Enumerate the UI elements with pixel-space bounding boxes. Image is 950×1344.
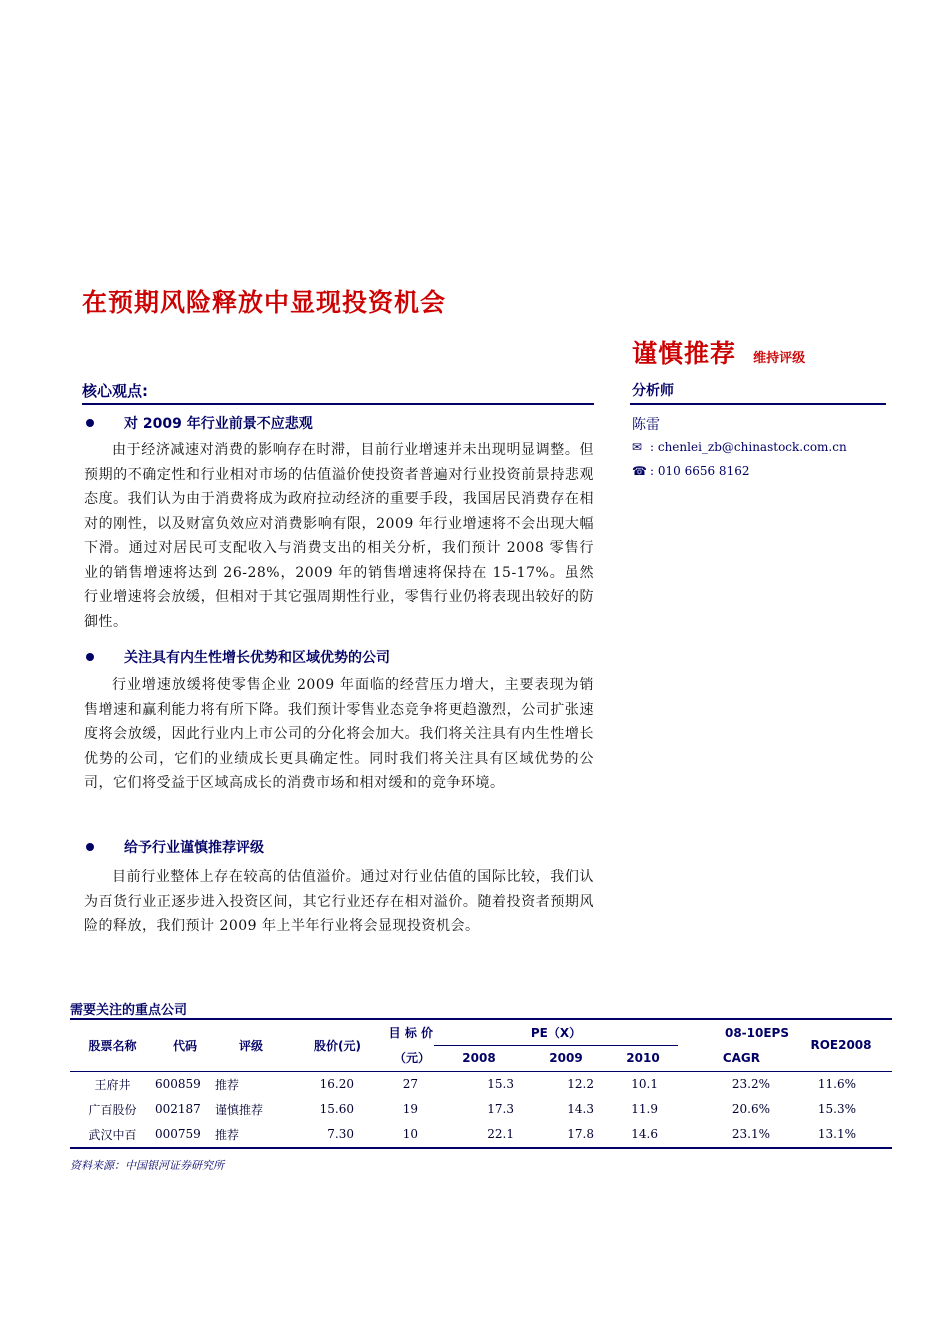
report-title: 在预期风险释放中显现投资机会	[82, 288, 447, 317]
analyst-phone-row	[632, 464, 749, 478]
cell-pe2008: 17.3	[487, 1102, 514, 1116]
left-divider	[82, 403, 594, 405]
col-target-top: 目 标 价	[362, 1019, 434, 1045]
table-title: 需要关注的重点公司	[70, 1003, 188, 1018]
rating-sub: 维持评级	[753, 351, 806, 366]
cell-rating: 推荐	[215, 1077, 240, 1092]
cell-pe2010: 14.6	[631, 1127, 658, 1141]
cell-name: 武汉中百	[88, 1127, 137, 1142]
col-rating: 评级	[215, 1019, 287, 1071]
cell-roe: 13.1%	[817, 1127, 856, 1141]
colon-label: :	[650, 440, 658, 454]
cell-name: 王府井	[94, 1077, 131, 1092]
col-code: 代码	[155, 1019, 215, 1071]
bullet-dot-icon	[86, 419, 94, 427]
rating-main: 谨慎推荐	[632, 339, 737, 368]
cell-name: 广百股份	[88, 1102, 137, 1117]
source-note: 资料来源：中国银河证券研究所	[70, 1159, 224, 1172]
bullet-3	[86, 837, 594, 857]
paragraph-2: 行业增速放缓将使零售企业 2009 年面临的经营压力增大，主要表现为销售增速和赢利能力将有所下降。我们预计零售业态竞争将更趋激烈，公司扩张速度将会放缓，因此行业内上市公司的分化将会加大。我们将关注具有内生性增长优势的公司，它们的业绩成长更具确定性。同时我们将关注具有区域优势的公司，它们将受益于区域高成长的消费市场和相对缓和的竞争环境。	[84, 677, 594, 791]
analyst-name: 陈雷	[632, 417, 660, 433]
col-eps-top: 08-10EPS	[678, 1019, 790, 1045]
table-row	[70, 1071, 892, 1097]
cell-rating: 谨慎推荐	[215, 1102, 264, 1117]
cell-price: 15.60	[319, 1102, 354, 1116]
col-pe-2008: 2008	[434, 1045, 524, 1071]
cell-cagr: 20.6%	[731, 1102, 770, 1116]
col-pe-2010: 2010	[608, 1045, 678, 1071]
right-divider	[630, 403, 886, 405]
bullet-2-label: 关注具有内生性增长优势和区域优势的公司	[124, 650, 390, 666]
phone-icon: ☎	[632, 464, 647, 478]
col-name: 股票名称	[70, 1019, 155, 1071]
cell-pe2010: 10.1	[631, 1077, 658, 1091]
envelope-icon: ✉	[632, 440, 643, 454]
cell-code: 600859	[155, 1077, 201, 1091]
core-heading: 核心观点:	[82, 382, 148, 400]
cell-cagr: 23.1%	[731, 1127, 770, 1141]
col-roe: ROE2008	[790, 1019, 892, 1071]
cell-rating: 推荐	[215, 1127, 240, 1142]
cell-code: 002187	[155, 1102, 201, 1116]
analyst-email[interactable]: chenlei_zb@chinastock.com.cn	[657, 440, 847, 454]
bullet-1	[86, 413, 594, 433]
bullet-dot-icon	[86, 653, 94, 661]
colon-label: :	[650, 464, 658, 478]
cell-roe: 15.3%	[817, 1102, 856, 1116]
cell-pe2009: 12.2	[567, 1077, 594, 1091]
col-target-bottom: （元）	[362, 1045, 434, 1071]
cell-target: 10	[402, 1127, 418, 1141]
paragraph-1: 由于经济减速对消费的影响存在时滞，目前行业增速并未出现明显调整。但预期的不确定性和行业相对市场的估值溢价使投资者普遍对行业投资前景持悲观态度。我们认为由于消费将成为政府拉动经济的重要手段，我国居民消费存在相对的刚性，以及财富负效应对消费影响有限，2009 年行业增速将不会出现大幅下滑。通过对居民可支配收入与消费支出的相关分析，我们预计 2008 零售行业的销售增速将达到 26-28%，2009 年的销售增速将保持在 15-17%。虽然行业增速将会放缓，但相对于其它强周期性行业，零售行业仍将表现出较好的防御性。	[84, 442, 594, 630]
cell-cagr: 23.2%	[731, 1077, 770, 1091]
col-eps-bottom: CAGR	[678, 1045, 790, 1071]
bullet-2	[86, 647, 594, 667]
col-pe: PE（X）	[434, 1019, 678, 1045]
cell-code: 000759	[155, 1127, 201, 1141]
rating-block	[632, 334, 805, 370]
bullet-dot-icon	[86, 843, 94, 851]
cell-target: 27	[402, 1077, 418, 1091]
paragraph-3: 目前行业整体上存在较高的估值溢价。通过对行业估值的国际比较，我们认为百货行业正逐步进入投资区间，其它行业还存在相对溢价。随着投资者预期风险的释放，我们预计 2009 年上半年行业将会显现投资机会。	[84, 869, 594, 934]
col-price: 股价(元)	[287, 1019, 362, 1071]
cell-price: 7.30	[327, 1127, 354, 1141]
cell-target: 19	[402, 1102, 418, 1116]
key-companies-table	[70, 1018, 892, 1149]
cell-pe2010: 11.9	[631, 1102, 658, 1116]
cell-price: 16.20	[319, 1077, 354, 1091]
col-pe-2009: 2009	[524, 1045, 608, 1071]
cell-pe2008: 15.3	[487, 1077, 514, 1091]
analyst-phone: 010 6656 8162	[657, 464, 750, 478]
table-row	[70, 1122, 892, 1148]
analyst-heading: 分析师	[632, 383, 674, 399]
cell-pe2009: 17.8	[567, 1127, 594, 1141]
table-row	[70, 1097, 892, 1122]
cell-pe2009: 14.3	[567, 1102, 594, 1116]
analyst-email-row	[632, 440, 847, 454]
bullet-1-label: 对 2009 年行业前景不应悲观	[124, 416, 313, 432]
cell-roe: 11.6%	[817, 1077, 856, 1091]
cell-pe2008: 22.1	[487, 1127, 514, 1141]
bullet-3-label: 给予行业谨慎推荐评级	[124, 840, 264, 856]
